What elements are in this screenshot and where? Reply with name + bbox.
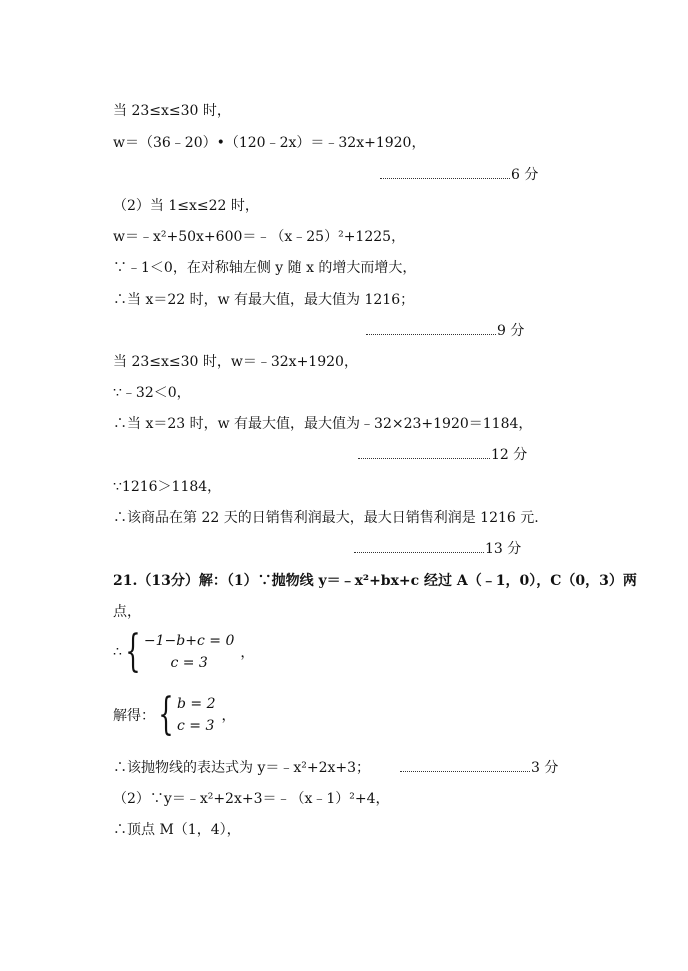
solution-c: c = 3 bbox=[177, 718, 215, 734]
line-parabola-expression: ∴该抛物线的表达式为 y＝﹣x²+2x+3； bbox=[113, 760, 371, 776]
score-3 bbox=[400, 759, 558, 777]
dotted-leader bbox=[366, 323, 496, 335]
equation-2: c = 3 bbox=[170, 655, 208, 671]
line-case-23-30-b: 当 23≤x≤30 时，w＝﹣32x+1920， bbox=[113, 354, 358, 370]
equation-system-1 bbox=[113, 626, 255, 677]
score-6 bbox=[380, 166, 538, 184]
line-q21-heading: 21.（13分）解：（1）∵抛物线 y＝﹣x²+bx+c 经过 A（﹣1，0），C（0，3）两 bbox=[113, 573, 637, 589]
therefore-symbol: ∴ bbox=[113, 644, 122, 660]
brace-icon: { bbox=[125, 626, 141, 677]
score-3-label: 3 分 bbox=[531, 760, 559, 776]
score-9-label: 9 分 bbox=[497, 323, 525, 339]
line-q21-points: 点， bbox=[113, 604, 141, 620]
line-part2-case: （2）当 1≤x≤22 时， bbox=[113, 198, 259, 214]
score-13-label: 13 分 bbox=[485, 541, 522, 557]
line-w-quadratic: w＝﹣x²+50x+600＝﹣（x﹣25）²+1225， bbox=[113, 229, 406, 245]
line-w-expression-1: w＝（36﹣20）•（120﹣2x）＝﹣32x+1920， bbox=[113, 135, 426, 151]
line-vertex-form: （2）∵y＝﹣x²+2x+3＝﹣（x﹣1）²+4， bbox=[113, 791, 390, 807]
line-vertex-m: ∴顶点 M（1，4）， bbox=[113, 822, 241, 838]
score-13 bbox=[354, 540, 521, 558]
comma: ， bbox=[240, 645, 255, 661]
brace-icon: { bbox=[158, 689, 174, 740]
score-12-label: 12 分 bbox=[491, 447, 528, 463]
line-conclusion: ∴该商品在第 22 天的日销售利润最大，最大日销售利润是 1216 元. bbox=[113, 510, 539, 526]
dotted-leader bbox=[354, 541, 484, 553]
dotted-leader bbox=[380, 167, 510, 179]
equation-system-2 bbox=[113, 689, 236, 740]
solution-b: b = 2 bbox=[177, 696, 216, 712]
score-6-label: 6 分 bbox=[511, 167, 539, 183]
line-increase: ∵﹣1＜0，在对称轴左侧 y 随 x 的增大而增大， bbox=[113, 260, 417, 276]
line-max-1216: ∴当 x＝22 时，w 有最大值，最大值为 1216； bbox=[113, 292, 415, 308]
score-9 bbox=[366, 322, 524, 340]
line-negative-32: ∵﹣32＜0， bbox=[113, 385, 191, 401]
equation-1: −1−b+c = 0 bbox=[143, 633, 235, 649]
line-compare: ∵1216＞1184， bbox=[113, 479, 222, 495]
solution-prefix: 解得： bbox=[113, 708, 155, 724]
score-12 bbox=[358, 446, 527, 464]
line-case-23-30: 当 23≤x≤30 时， bbox=[113, 103, 231, 119]
dotted-leader bbox=[358, 447, 490, 459]
line-max-1184: ∴当 x＝23 时，w 有最大值，最大值为﹣32×23+1920＝1184， bbox=[113, 416, 533, 432]
comma: ， bbox=[221, 708, 236, 724]
dotted-leader bbox=[400, 760, 530, 772]
